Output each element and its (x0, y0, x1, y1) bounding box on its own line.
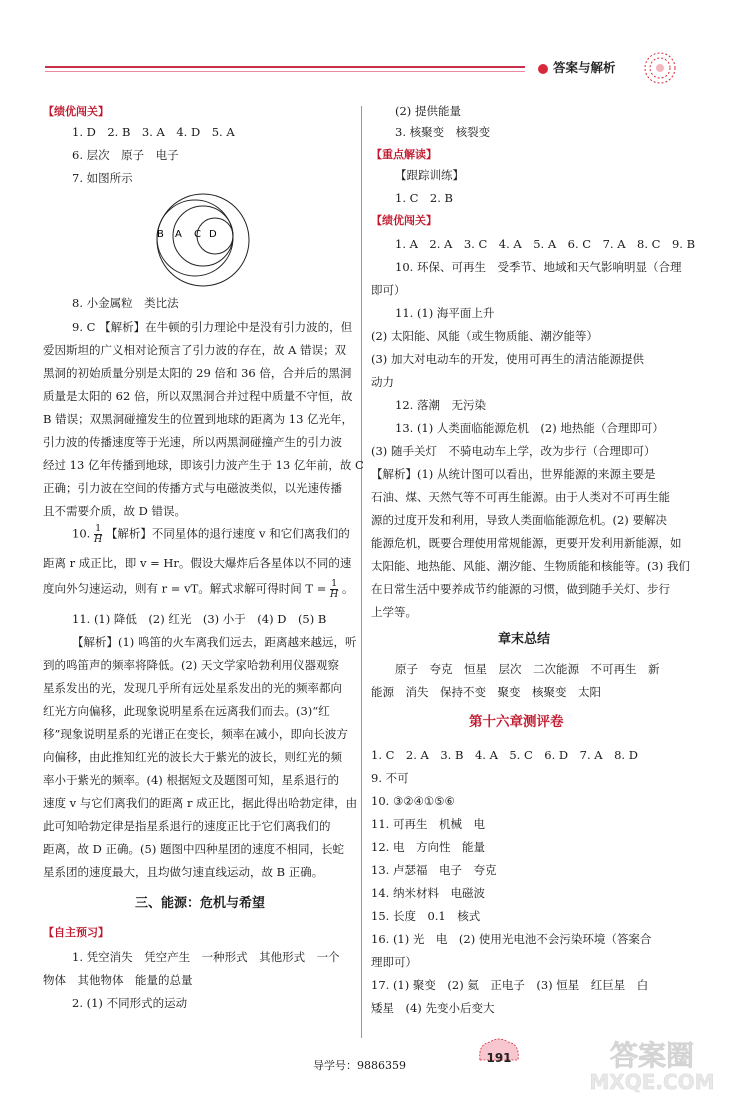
section-tag: 【自主预习】 (43, 926, 109, 939)
text-line: 原子 夸克 恒星 层次 二次能源 不可再生 新 (395, 662, 660, 676)
answer-line: 13. 卢瑟福 电子 夸克 (371, 863, 497, 877)
answer-line: 14. 纳米材料 电磁波 (371, 886, 485, 900)
watermark-logo (560, 1035, 745, 1095)
text-line: 石油、煤、天然气等不可再生能源。由于人类对不可再生能 (371, 490, 670, 504)
red-dot-icon (538, 64, 548, 74)
column-divider (361, 106, 362, 1038)
text-line: 2. (1) 不同形式的运动 (72, 996, 188, 1010)
q10-line3 (43, 579, 354, 600)
text-line: 经过 13 亿年传播到地球，即该引力波产生于 13 亿年前，故 C (43, 458, 364, 472)
page-number-badge (474, 1036, 524, 1070)
label-b: B (157, 229, 164, 240)
text-line: 【解析】(1) 从统计图可以看出，世界能源的来源主要是 (371, 467, 656, 481)
text-line: 能源 消失 保持不变 聚变 核聚变 太阳 (371, 685, 601, 699)
answer-line: 【跟踪训练】 (395, 168, 464, 182)
answer-line: 8. 小金属粒 类比法 (72, 296, 179, 310)
answer-line: 矮星 (4) 先变小后变大 (371, 1001, 495, 1015)
answer-line: 1. C 2. A 3. B 4. A 5. C 6. D 7. A 8. D (371, 748, 638, 762)
text-line: 9. C 【解析】在牛顿的引力理论中是没有引力波的，但 (72, 320, 353, 334)
text-line: 正确；引力波在空间的传播方式与电磁波类似，以光速传播 (43, 481, 342, 495)
section-heading: 三、能源：危机与希望 (135, 896, 266, 911)
text-line: 在日常生活中要养成节约能源的习惯，做到随手关灯、步行 (371, 582, 670, 596)
section-tag: 【绩优闯关】 (43, 105, 109, 118)
text-line: 度向外匀速运动，则有 r = vT。解式求解可得时间 T = (43, 581, 327, 596)
answer-line: (2) 提供能量 (395, 104, 461, 118)
nested-circles-diagram (145, 190, 265, 290)
text-line: 此可知哈勃定律是指星系退行的速度正比于它们离我们的 (43, 819, 331, 833)
test-heading: 第十六章测评卷 (469, 714, 564, 730)
answer-line: 12. 落潮 无污染 (395, 398, 486, 412)
text-line: 红光方向偏移，此现象说明星系在远离我们而去。(3)“红 (43, 704, 330, 718)
text-line: 【解析】(1) 鸣笛的火车离我们远去，距离越来越远，听 (72, 635, 357, 649)
answer-line: 17. (1) 聚变 (2) 氦 正电子 (3) 恒星 红巨星 白 (371, 978, 649, 992)
answer-line: 6. 层次 原子 电子 (72, 148, 179, 162)
header-title: 答案与解析 (553, 60, 616, 75)
answer-line: 3. 核聚变 核裂变 (395, 125, 491, 139)
circle-3 (173, 206, 233, 266)
q10-line1 (72, 524, 350, 545)
flower-ornament-icon (642, 50, 678, 86)
answer-line: 1. A 2. A 3. C 4. A 5. A 6. C 7. A 8. C 9. B (395, 237, 696, 251)
text-line: 物体 其他物体 能量的总量 (43, 973, 193, 987)
answer-line: 理即可） (371, 955, 417, 969)
text-line: 向偏移，由此推知红光的波长大于紫光的波长，则红光的频 (43, 750, 342, 764)
answer-line: 7. 如图所示 (72, 171, 133, 185)
watermark-url: MXQE.COM (589, 1070, 715, 1094)
text-line: 引力波的传播速度等于光速，所以两黑洞碰撞产生的引力波 (43, 435, 342, 449)
text-line: 【解析】不同星体的退行速度 v 和它们离我们的 (105, 526, 350, 541)
answer-line: (3) 加大对电动车的开发，使用可再生的清洁能源提供 (371, 352, 644, 366)
fraction-1-over-h: $\frac{1}{H}$ (93, 523, 103, 545)
answer-line: 11. (1) 海平面上升 (395, 306, 495, 320)
text-line: 质量是太阳的 62 倍，所以双黑洞合并过程中质量不守恒，故 (43, 389, 353, 403)
text-line: 到的鸣笛声的频率将降低。(2) 天文学家哈勃利用仪器观察 (43, 658, 339, 672)
header-rule (45, 66, 525, 68)
section-tag: 【绩优闯关】 (371, 214, 437, 227)
text-line: 率小于紫光的频率。(4) 根据短文及题图可知，星系退行的 (43, 773, 339, 787)
answer-line: 16. (1) 光 电 (2) 使用光电池不会污染环境（答案合 (371, 932, 652, 946)
text-line: 爱因斯坦的广义相对论预言了引力波的存在，故 A 错误；双 (43, 343, 347, 357)
text-line: 星系发出的光，发现几乎所有远处星系发出的光的频率都向 (43, 681, 342, 695)
text-line: 且不需要介质，故 D 错误。 (43, 504, 187, 518)
summary-heading: 章末总结 (498, 632, 551, 647)
label-c: C (194, 229, 201, 240)
watermark-text: 答案圈 (609, 1039, 695, 1072)
answer-line: 即可） (371, 283, 406, 297)
footer-code: 导学号：9886359 (313, 1059, 406, 1072)
answer-line: (2) 太阳能、风能（或生物质能、潮汐能等） (371, 329, 598, 343)
text-line: 速度 v 与它们离我们的距离 r 成正比，据此得出哈勃定律，由 (43, 796, 358, 810)
text-line: 。 (342, 581, 354, 596)
answer-line: 1. D 2. B 3. A 4. D 5. A (72, 125, 235, 139)
text-line: 能源危机，既要合理使用常规能源，更要开发利用新能源，如 (371, 536, 682, 550)
answer-line: 10. 环保、可再生 受季节、地域和天气影响明显（合理 (395, 260, 682, 274)
text-line: 上学等。 (371, 605, 417, 619)
answer-line: 12. 电 方向性 能量 (371, 840, 485, 854)
answer-line: 11. 可再生 机械 电 (371, 817, 485, 831)
header-rule-thin (45, 71, 525, 72)
label-a: A (175, 229, 182, 240)
answer-line: 10. ③②④①⑤⑥ (371, 794, 455, 808)
answer-line: 动力 (371, 375, 394, 389)
circle-outer (157, 194, 249, 286)
answer-line: 13. (1) 人类面临能源危机 (2) 地热能（合理即可） (395, 421, 664, 435)
label-d: D (209, 229, 217, 240)
text-line: 星系团的速度最大，且均做匀速直线运动，故 B 正确。 (43, 865, 324, 879)
text-line: 源的过度开发和利用，导致人类面临能源危机。(2) 要解决 (371, 513, 667, 527)
text-line: B 错误；双黑洞碰撞发生的位置到地球的距离为 13 亿光年， (43, 412, 354, 426)
section-tag: 【重点解读】 (371, 148, 437, 161)
text-line: 1. 凭空消失 凭空产生 一种形式 其他形式 一个 (72, 950, 340, 964)
text-line: 距离，故 D 正确。(5) 题图中四种星团的速度不相同，长蛇 (43, 842, 344, 856)
answer-line: 1. C 2. B (395, 191, 454, 205)
text-line: 移”现象说明星系的光谱正在变长，频率在减小，即向长波方 (43, 727, 348, 741)
answer-line: (3) 随手关灯 不骑电动车上学，改为步行（合理即可） (371, 444, 656, 458)
answer-line: 11. (1) 降低 (2) 红光 (3) 小于 (4) D (5) B (72, 612, 327, 626)
text-line: 距离 r 成正比，即 v = Hr。假设大爆炸后各星体以不同的速 (43, 556, 352, 570)
fraction-1-over-h: $\frac{1}{H}$ (330, 578, 339, 600)
text-line: 黑洞的初始质量分别是太阳的 29 倍和 36 倍，合并后的黑洞 (43, 366, 352, 380)
text-line: 太阳能、地热能、风能、潮汐能、生物质能和核能等。(3) 我们 (371, 559, 690, 573)
answer-line: 15. 长度 0.1 核式 (371, 909, 481, 923)
page-number: 191 (486, 1051, 512, 1065)
q10-number: 10. (72, 526, 91, 541)
answer-line: 9. 不可 (371, 771, 409, 785)
